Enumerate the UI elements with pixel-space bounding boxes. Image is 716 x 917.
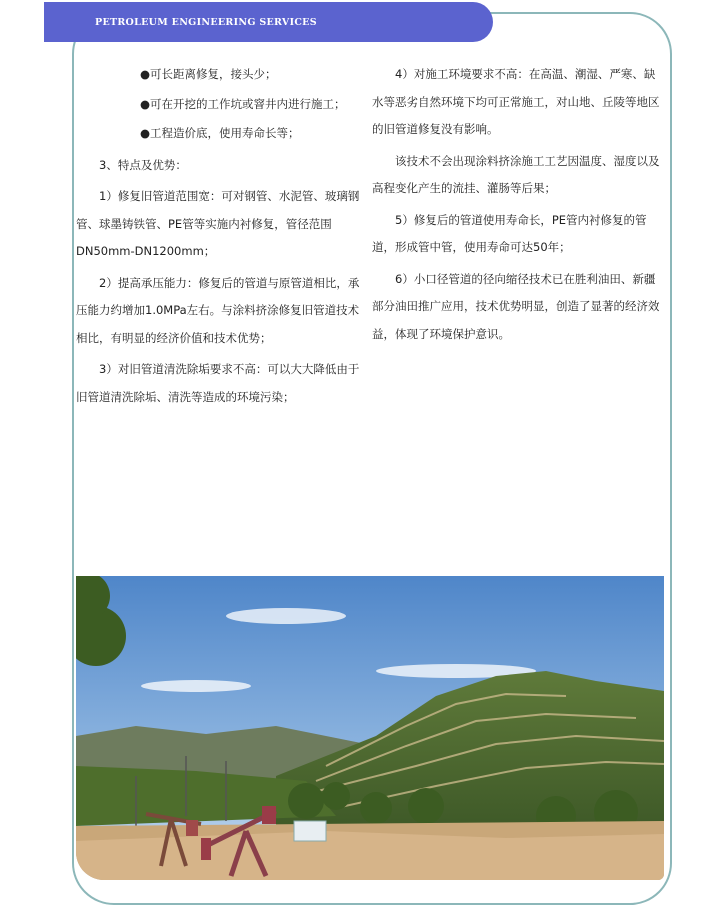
- paragraph: 6）小口径管道的径向缩径技术已在胜利油田、新疆部分油田推广应用，技术优势明显，创造了显著的经济效益，体现了环境保护意识。: [372, 271, 660, 341]
- right-column: [372, 61, 660, 348]
- paragraph: 3）对旧管道清洗除垢要求不高：可以大大降低由于旧管道清洗除垢、清洗等造成的环境污染；: [76, 362, 360, 404]
- paragraph: 1）修复旧管道范围宽：可对钢管、水泥管、玻璃钢管、球墨铸铁管、PE管等实施内衬修复，管径范围DN50mm-DN1200mm；: [76, 189, 360, 258]
- left-column: [76, 61, 366, 411]
- paragraph: 2）提高承压能力：修复后的管道与原管道相比，承压能力约增加1.0MPa左右。与涂料挤涂修复旧管道技术相比，有明显的经济价值和技术优势；: [76, 275, 360, 345]
- header-bar: [44, 2, 493, 42]
- paragraph: 4）对施工环境要求不高：在高温、潮湿、严寒、缺水等恶劣自然环境下均可正常施工，对山地、丘陵等地区的旧管道修复没有影响。: [372, 67, 660, 136]
- bullet-item: ●可长距离修复，接头少；: [140, 67, 277, 81]
- section-heading: 3、特点及优势：: [99, 157, 187, 172]
- oilfield-photo: [76, 576, 664, 880]
- paragraph: 5）修复后的管道使用寿命长，PE管内衬修复的管道，形成管中管，使用寿命可达50年；: [372, 212, 647, 254]
- bullet-item: ●可在开挖的工作坑或窨井内进行施工；: [140, 96, 346, 111]
- header-title: PETROLEUM ENGINEERING SERVICES: [95, 16, 317, 28]
- paragraph: 该技术不会出现涂料挤涂施工工艺因温度、湿度以及高程变化产生的流挂、灌肠等后果；: [372, 153, 660, 195]
- bullet-item: ●工程造价底，使用寿命长等；: [140, 126, 300, 140]
